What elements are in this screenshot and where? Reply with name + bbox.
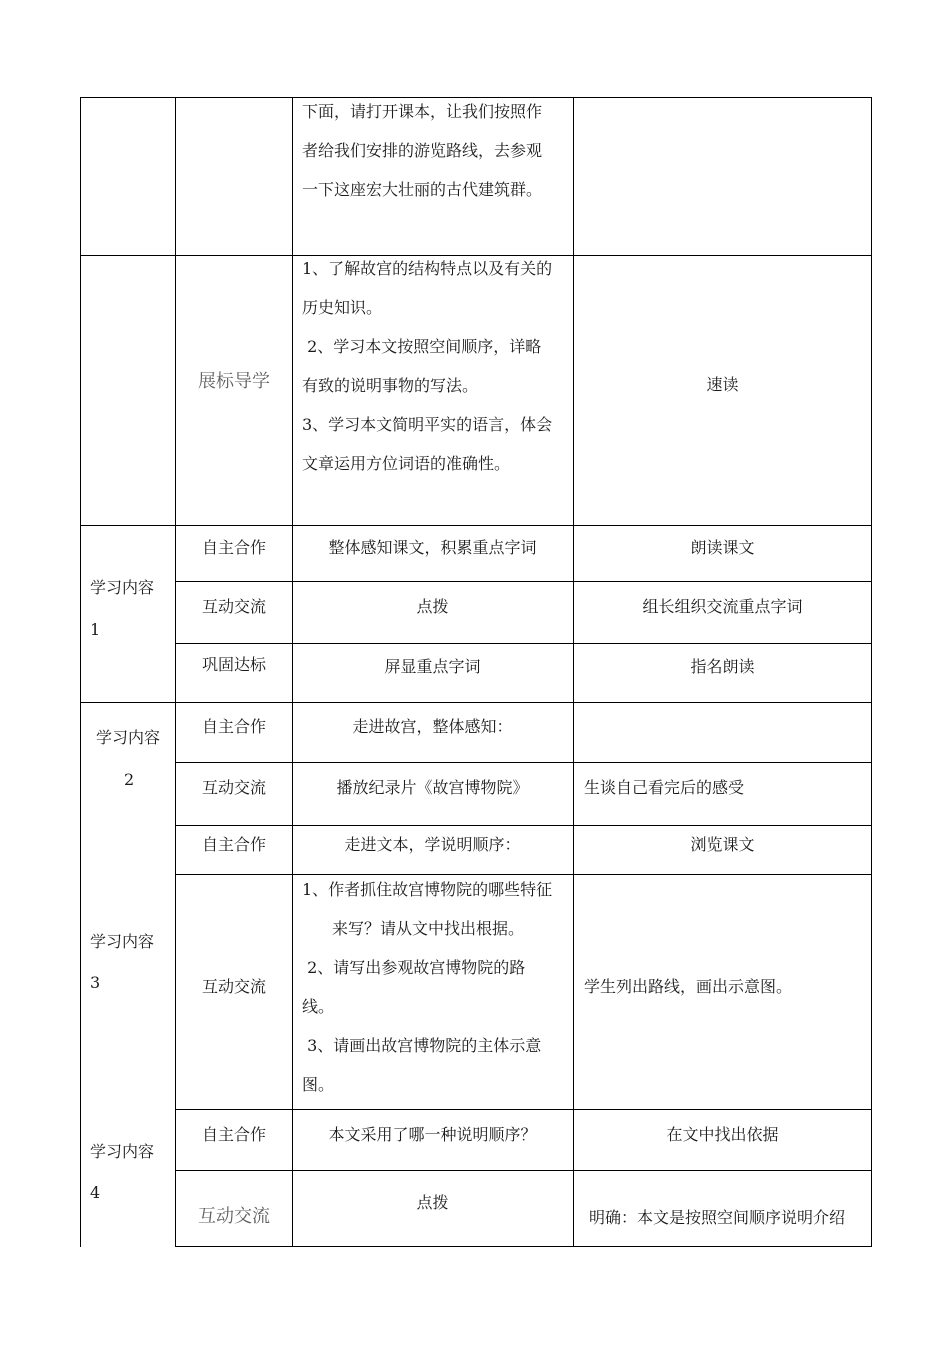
text-line: 3、学习本文简明平实的语言，体会 — [302, 415, 553, 434]
objectives-content — [302, 249, 570, 483]
section-number: 3 — [90, 973, 101, 992]
activity-text: 明确：本文是按照空间顺序说明介绍 — [589, 1208, 846, 1227]
activity-text: 朗读课文 — [690, 538, 755, 557]
text-line: 2、学习本文按照空间顺序，详略 — [302, 337, 542, 356]
grid-hline — [175, 1170, 872, 1171]
section-label: 学习内容 — [90, 578, 155, 597]
step-label: 自主合作 — [202, 717, 267, 736]
intro-content — [302, 92, 570, 209]
activity-text: 学生列出路线，画出示意图。 — [584, 977, 793, 996]
step-label: 巩固达标 — [202, 655, 267, 674]
content-text: 本文采用了哪一种说明顺序？ — [328, 1125, 537, 1144]
activity-text: 速读 — [706, 375, 739, 394]
content-text: 点拨 — [416, 597, 449, 616]
content-text: 走进文本，学说明顺序： — [344, 835, 521, 854]
grid-hline — [175, 1109, 872, 1110]
grid-hline — [80, 525, 872, 526]
step-label: 自主合作 — [202, 1125, 267, 1144]
step-label: 互动交流 — [198, 1206, 270, 1227]
grid-hline — [80, 702, 872, 703]
grid-hline — [175, 762, 872, 763]
step-label: 展标导学 — [198, 371, 270, 392]
content-text: 播放纪录片《故宫博物院》 — [336, 778, 529, 797]
text-line: 来写？请从文中找出根据。 — [332, 919, 525, 938]
step-label: 自主合作 — [202, 835, 267, 854]
text-line: 图。 — [302, 1075, 335, 1094]
text-line: 文章运用方位词语的准确性。 — [302, 454, 511, 473]
step-label: 互动交流 — [202, 778, 267, 797]
activity-text: 指名朗读 — [690, 657, 755, 676]
activity-text: 生谈自己看完后的感受 — [584, 778, 745, 797]
text-line: 有致的说明事物的写法。 — [302, 376, 479, 395]
step-label: 互动交流 — [202, 977, 267, 996]
section-number: 4 — [90, 1183, 101, 1202]
grid-hline — [175, 1246, 872, 1247]
activity-text: 浏览课文 — [690, 835, 755, 854]
text-line: 线。 — [302, 997, 335, 1016]
section-label: 学习内容 — [96, 728, 161, 747]
activity-text: 组长组织交流重点字词 — [642, 597, 803, 616]
grid-hline — [175, 643, 872, 644]
text-line: 1、作者抓住故宫博物院的哪些特征 — [302, 880, 553, 899]
content-text: 屏显重点字词 — [384, 657, 481, 676]
text-line: 一下这座宏大壮丽的古代建筑群。 — [302, 180, 543, 199]
grid-hline — [175, 581, 872, 582]
text-line: 3、请画出故宫博物院的主体示意 — [302, 1036, 542, 1055]
step-label: 互动交流 — [202, 597, 267, 616]
text-line: 下面，请打开课本，让我们按照作 — [302, 102, 543, 121]
text-line: 历史知识。 — [302, 298, 383, 317]
step-label: 自主合作 — [202, 538, 267, 557]
grid-vline-left — [80, 97, 81, 1247]
section-label: 学习内容 — [90, 1142, 155, 1161]
activity-text: 在文中找出依据 — [666, 1125, 779, 1144]
text-line: 1、了解故宫的结构特点以及有关的 — [302, 259, 553, 278]
questions-content — [302, 870, 570, 1104]
section-label: 学习内容 — [90, 932, 155, 951]
grid-vline-step — [175, 97, 176, 1247]
text-line: 2、请写出参观故宫博物院的路 — [302, 958, 526, 977]
section-number: 2 — [124, 770, 135, 789]
content-text: 走进故宫，整体感知： — [352, 717, 513, 736]
content-text: 整体感知课文，积累重点字词 — [328, 538, 537, 557]
section-number: 1 — [90, 620, 101, 639]
grid-hline — [175, 825, 872, 826]
content-text: 点拨 — [416, 1193, 449, 1212]
text-line: 者给我们安排的游览路线，去参观 — [302, 141, 543, 160]
